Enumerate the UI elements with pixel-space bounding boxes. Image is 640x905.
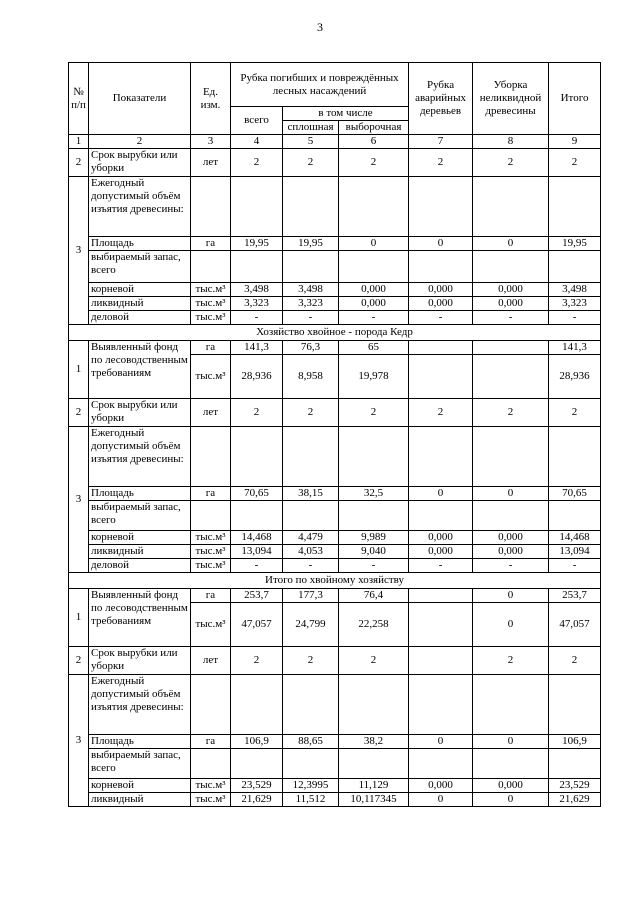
cell: 70,65 [549, 487, 601, 501]
cell: 13,094 [231, 545, 283, 559]
cell: - [549, 559, 601, 573]
cell: 10,117345 [339, 793, 409, 807]
cell: 253,7 [231, 589, 283, 603]
cell: 2 [473, 647, 549, 675]
unit: тыс.м³ [191, 297, 231, 311]
cell [473, 355, 549, 399]
indicator: Ежегодный допустимый объём изъятия древесины: [89, 675, 191, 735]
cell: 0,000 [339, 283, 409, 297]
unit: га [191, 341, 231, 355]
table-row [69, 501, 601, 531]
cell: 2 [339, 647, 409, 675]
table-row [69, 559, 601, 573]
cell: 8,958 [283, 355, 339, 399]
cell: 76,3 [283, 341, 339, 355]
indicator: выбираемый запас, всего [89, 251, 191, 283]
cell: - [473, 311, 549, 325]
cell: 2 [473, 399, 549, 427]
indicator: ликвидный [89, 297, 191, 311]
unit: лет [191, 399, 231, 427]
indicator: Выявленный фонд по лесоводственным требованиям [89, 341, 191, 399]
cell: - [231, 559, 283, 573]
cell: 177,3 [283, 589, 339, 603]
table-row [69, 749, 601, 779]
colnum: 2 [89, 135, 191, 149]
table-row [69, 237, 601, 251]
unit: га [191, 487, 231, 501]
cell: 2 [231, 647, 283, 675]
cell: 19,95 [231, 237, 283, 251]
cell: 0 [473, 589, 549, 603]
row-num: 1 [69, 341, 89, 399]
table-row [69, 793, 601, 807]
cell: 0,000 [473, 297, 549, 311]
colnum: 1 [69, 135, 89, 149]
cell: 14,468 [549, 531, 601, 545]
cell: 2 [339, 149, 409, 177]
cell: 253,7 [549, 589, 601, 603]
cell: 0 [409, 735, 473, 749]
row-num: 2 [69, 399, 89, 427]
cell: 0 [409, 793, 473, 807]
header-unit: Ед. изм. [191, 63, 231, 135]
table-row [69, 487, 601, 501]
cell: 28,936 [231, 355, 283, 399]
cell: 141,3 [549, 341, 601, 355]
table-row [69, 149, 601, 177]
cell: 4,053 [283, 545, 339, 559]
cell: 19,978 [339, 355, 409, 399]
cell: 0 [473, 487, 549, 501]
colnum: 6 [339, 135, 409, 149]
unit: га [191, 589, 231, 603]
cell: 0,000 [409, 531, 473, 545]
cell: 2 [473, 149, 549, 177]
colnum: 3 [191, 135, 231, 149]
unit: тыс.м³ [191, 545, 231, 559]
unit: тыс.м³ [191, 311, 231, 325]
cell: 3,323 [283, 297, 339, 311]
cell: 2 [409, 399, 473, 427]
indicator: корневой [89, 283, 191, 297]
cell: 2 [339, 399, 409, 427]
indicator: деловой [89, 311, 191, 325]
unit: тыс.м³ [191, 559, 231, 573]
table-row [69, 399, 601, 427]
cell: 106,9 [549, 735, 601, 749]
unit: тыс.м³ [191, 531, 231, 545]
header-num: № п/п [69, 63, 89, 135]
cell: 0,000 [409, 283, 473, 297]
cell: 0 [473, 793, 549, 807]
cell: 2 [549, 647, 601, 675]
cell: 21,629 [231, 793, 283, 807]
cell: 4,479 [283, 531, 339, 545]
cell: 2 [283, 149, 339, 177]
unit: га [191, 735, 231, 749]
header-clear: сплошная [283, 121, 339, 135]
cell [473, 341, 549, 355]
row-num: 2 [69, 149, 89, 177]
header-including: в том числе [283, 107, 409, 121]
indicator: корневой [89, 779, 191, 793]
cell: 0 [409, 487, 473, 501]
header-indicators: Показатели [89, 63, 191, 135]
cell: 0,000 [473, 545, 549, 559]
cell: 24,799 [283, 603, 339, 647]
cell: 0 [339, 237, 409, 251]
cell: 76,4 [339, 589, 409, 603]
cell: 2 [231, 399, 283, 427]
cell: 2 [283, 399, 339, 427]
indicator: Срок вырубки или уборки [89, 647, 191, 675]
colnum: 5 [283, 135, 339, 149]
cell: 19,95 [549, 237, 601, 251]
row-num: 3 [69, 675, 89, 807]
table-row [69, 675, 601, 735]
cell: - [283, 311, 339, 325]
cell: 32,5 [339, 487, 409, 501]
section-title: Итого по хвойному хозяйству [69, 573, 601, 589]
cell [409, 603, 473, 647]
cell: 13,094 [549, 545, 601, 559]
cell: - [409, 559, 473, 573]
cell: 28,936 [549, 355, 601, 399]
cell: 0,000 [409, 779, 473, 793]
colnum: 8 [473, 135, 549, 149]
table-row [69, 531, 601, 545]
cell: 0,000 [473, 779, 549, 793]
colnum: 4 [231, 135, 283, 149]
cell: 0,000 [473, 531, 549, 545]
cell: 2 [549, 149, 601, 177]
table-row [69, 177, 601, 237]
unit: тыс.м³ [191, 283, 231, 297]
unit: лет [191, 149, 231, 177]
cell: 0 [473, 735, 549, 749]
cell [409, 355, 473, 399]
cell: 11,512 [283, 793, 339, 807]
indicator: Ежегодный допустимый объём изъятия древесины: [89, 427, 191, 487]
cell: 11,129 [339, 779, 409, 793]
cell: 0,000 [339, 297, 409, 311]
row-num: 3 [69, 427, 89, 573]
unit: тыс.м³ [191, 779, 231, 793]
cell: - [409, 311, 473, 325]
unit: тыс.м³ [191, 793, 231, 807]
cell: 2 [549, 399, 601, 427]
cell: - [283, 559, 339, 573]
row-num: 3 [69, 177, 89, 325]
cell: 3,498 [231, 283, 283, 297]
table-row [69, 297, 601, 311]
cell [409, 341, 473, 355]
table-row [69, 647, 601, 675]
colnum: 9 [549, 135, 601, 149]
cell: 12,3995 [283, 779, 339, 793]
cell: 3,498 [549, 283, 601, 297]
cell: 2 [231, 149, 283, 177]
cell: 0,000 [473, 283, 549, 297]
indicator: ликвидный [89, 545, 191, 559]
row-num: 2 [69, 647, 89, 675]
cell: 0 [473, 603, 549, 647]
cell: 141,3 [231, 341, 283, 355]
indicator: корневой [89, 531, 191, 545]
indicator: Площадь [89, 237, 191, 251]
cell: 21,629 [549, 793, 601, 807]
cell: 19,95 [283, 237, 339, 251]
indicator: Площадь [89, 735, 191, 749]
row-num: 1 [69, 589, 89, 647]
header-illiquid: Уборка неликвидной древесины [473, 63, 549, 135]
table-row [69, 311, 601, 325]
indicator: деловой [89, 559, 191, 573]
header-dead-trees: Рубка погибших и повреждённых лесных насаждений [231, 63, 409, 107]
cell: - [473, 559, 549, 573]
indicator: Срок вырубки или уборки [89, 149, 191, 177]
cell: - [339, 559, 409, 573]
cell: 3,323 [231, 297, 283, 311]
cell: 106,9 [231, 735, 283, 749]
cell: 23,529 [549, 779, 601, 793]
table-row [69, 545, 601, 559]
indicator: выбираемый запас, всего [89, 501, 191, 531]
cell: 9,989 [339, 531, 409, 545]
cell: - [339, 311, 409, 325]
cell: 22,258 [339, 603, 409, 647]
header-selective: выборочная [339, 121, 409, 135]
cell: 47,057 [231, 603, 283, 647]
cell: 14,468 [231, 531, 283, 545]
cell: 38,2 [339, 735, 409, 749]
indicator: Срок вырубки или уборки [89, 399, 191, 427]
indicator: ликвидный [89, 793, 191, 807]
colnum: 7 [409, 135, 473, 149]
unit: лет [191, 647, 231, 675]
indicator: Площадь [89, 487, 191, 501]
unit: тыс.м³ [191, 355, 231, 399]
cell [409, 647, 473, 675]
cell: 38,15 [283, 487, 339, 501]
table-row [69, 427, 601, 487]
table-row [69, 251, 601, 283]
cell: - [549, 311, 601, 325]
table-row [69, 589, 601, 603]
logging-table [68, 62, 601, 807]
unit: тыс.м³ [191, 603, 231, 647]
cell: - [231, 311, 283, 325]
cell [409, 589, 473, 603]
page-number: 3 [317, 20, 323, 34]
cell: 70,65 [231, 487, 283, 501]
cell: 23,529 [231, 779, 283, 793]
section-title: Хозяйство хвойное - порода Кедр [69, 325, 601, 341]
table-row [69, 341, 601, 355]
cell: 47,057 [549, 603, 601, 647]
cell: 0,000 [409, 545, 473, 559]
unit: га [191, 237, 231, 251]
table-row [69, 779, 601, 793]
table-row [69, 735, 601, 749]
cell: 0 [473, 237, 549, 251]
indicator: Ежегодный допустимый объём изъятия древесины: [89, 177, 191, 237]
header-result: Итого [549, 63, 601, 135]
cell: 65 [339, 341, 409, 355]
indicator: выбираемый запас, всего [89, 749, 191, 779]
cell: 2 [283, 647, 339, 675]
header-emergency: Рубка аварийных деревьев [409, 63, 473, 135]
cell: 3,498 [283, 283, 339, 297]
cell: 3,323 [549, 297, 601, 311]
table-row [69, 283, 601, 297]
cell: 0 [409, 237, 473, 251]
cell: 9,040 [339, 545, 409, 559]
cell: 0,000 [409, 297, 473, 311]
cell: 2 [409, 149, 473, 177]
header-total: всего [231, 107, 283, 135]
cell: 88,65 [283, 735, 339, 749]
indicator: Выявленный фонд по лесоводственным требованиям [89, 589, 191, 647]
